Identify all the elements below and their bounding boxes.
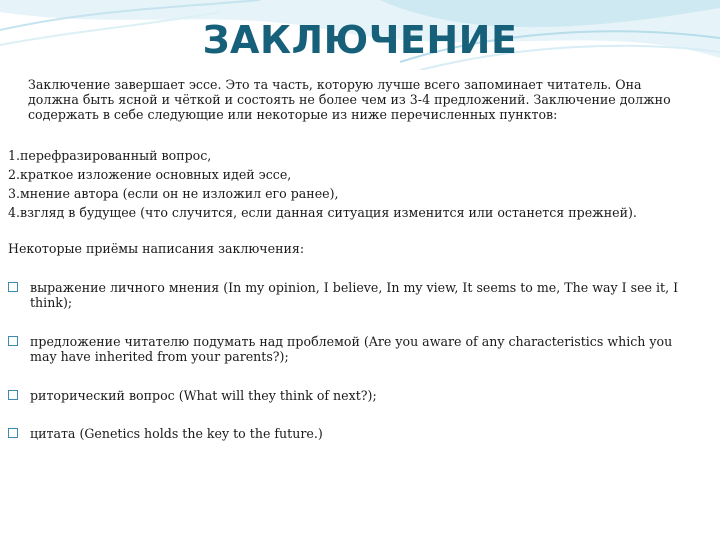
technique-text: риторический вопрос (What will they think of next?); xyxy=(30,388,377,403)
list-item: 2.краткое изложение основных идей эссе, xyxy=(8,167,292,182)
list-item: 1.перефразированный вопрос, xyxy=(8,148,212,163)
technique-text: предложение читателю подумать над проблемой (Are you aware of any characteristics which you may have inherited from your parents?); xyxy=(30,334,673,364)
square-bullet-icon xyxy=(8,428,18,438)
technique-item xyxy=(8,334,688,364)
technique-item xyxy=(8,426,688,441)
square-bullet-icon xyxy=(8,336,18,346)
techniques-heading: Некоторые приёмы написания заключения: xyxy=(8,241,305,256)
list-item: 3.мнение автора (если он не изложил его ранее), xyxy=(8,186,339,201)
technique-text: цитата (Genetics holds the key to the future.) xyxy=(30,426,323,441)
page-title: ЗАКЛЮЧЕНИЕ xyxy=(202,18,518,62)
square-bullet-icon xyxy=(8,390,18,400)
list-item: 4.взгляд в будущее (что случится, если данная ситуация изменится или останется прежней). xyxy=(8,205,637,220)
square-bullet-icon xyxy=(8,282,18,292)
intro-paragraph: Заключение завершает эссе. Это та часть, которую лучше всего запоминает читатель. Она должна быть ясной и чёткой и состоять не более чем из 3-4 предложений. Заключение должно содержать в себе следующие или некоторые из ниже перечисленных пунктов: xyxy=(28,77,671,122)
technique-item xyxy=(8,388,688,403)
technique-item xyxy=(8,280,688,310)
numbered-list xyxy=(8,146,713,222)
technique-text: выражение личного мнения (In my opinion, I believe, In my view, It seems to me, The way I see it, I think); xyxy=(30,280,679,310)
